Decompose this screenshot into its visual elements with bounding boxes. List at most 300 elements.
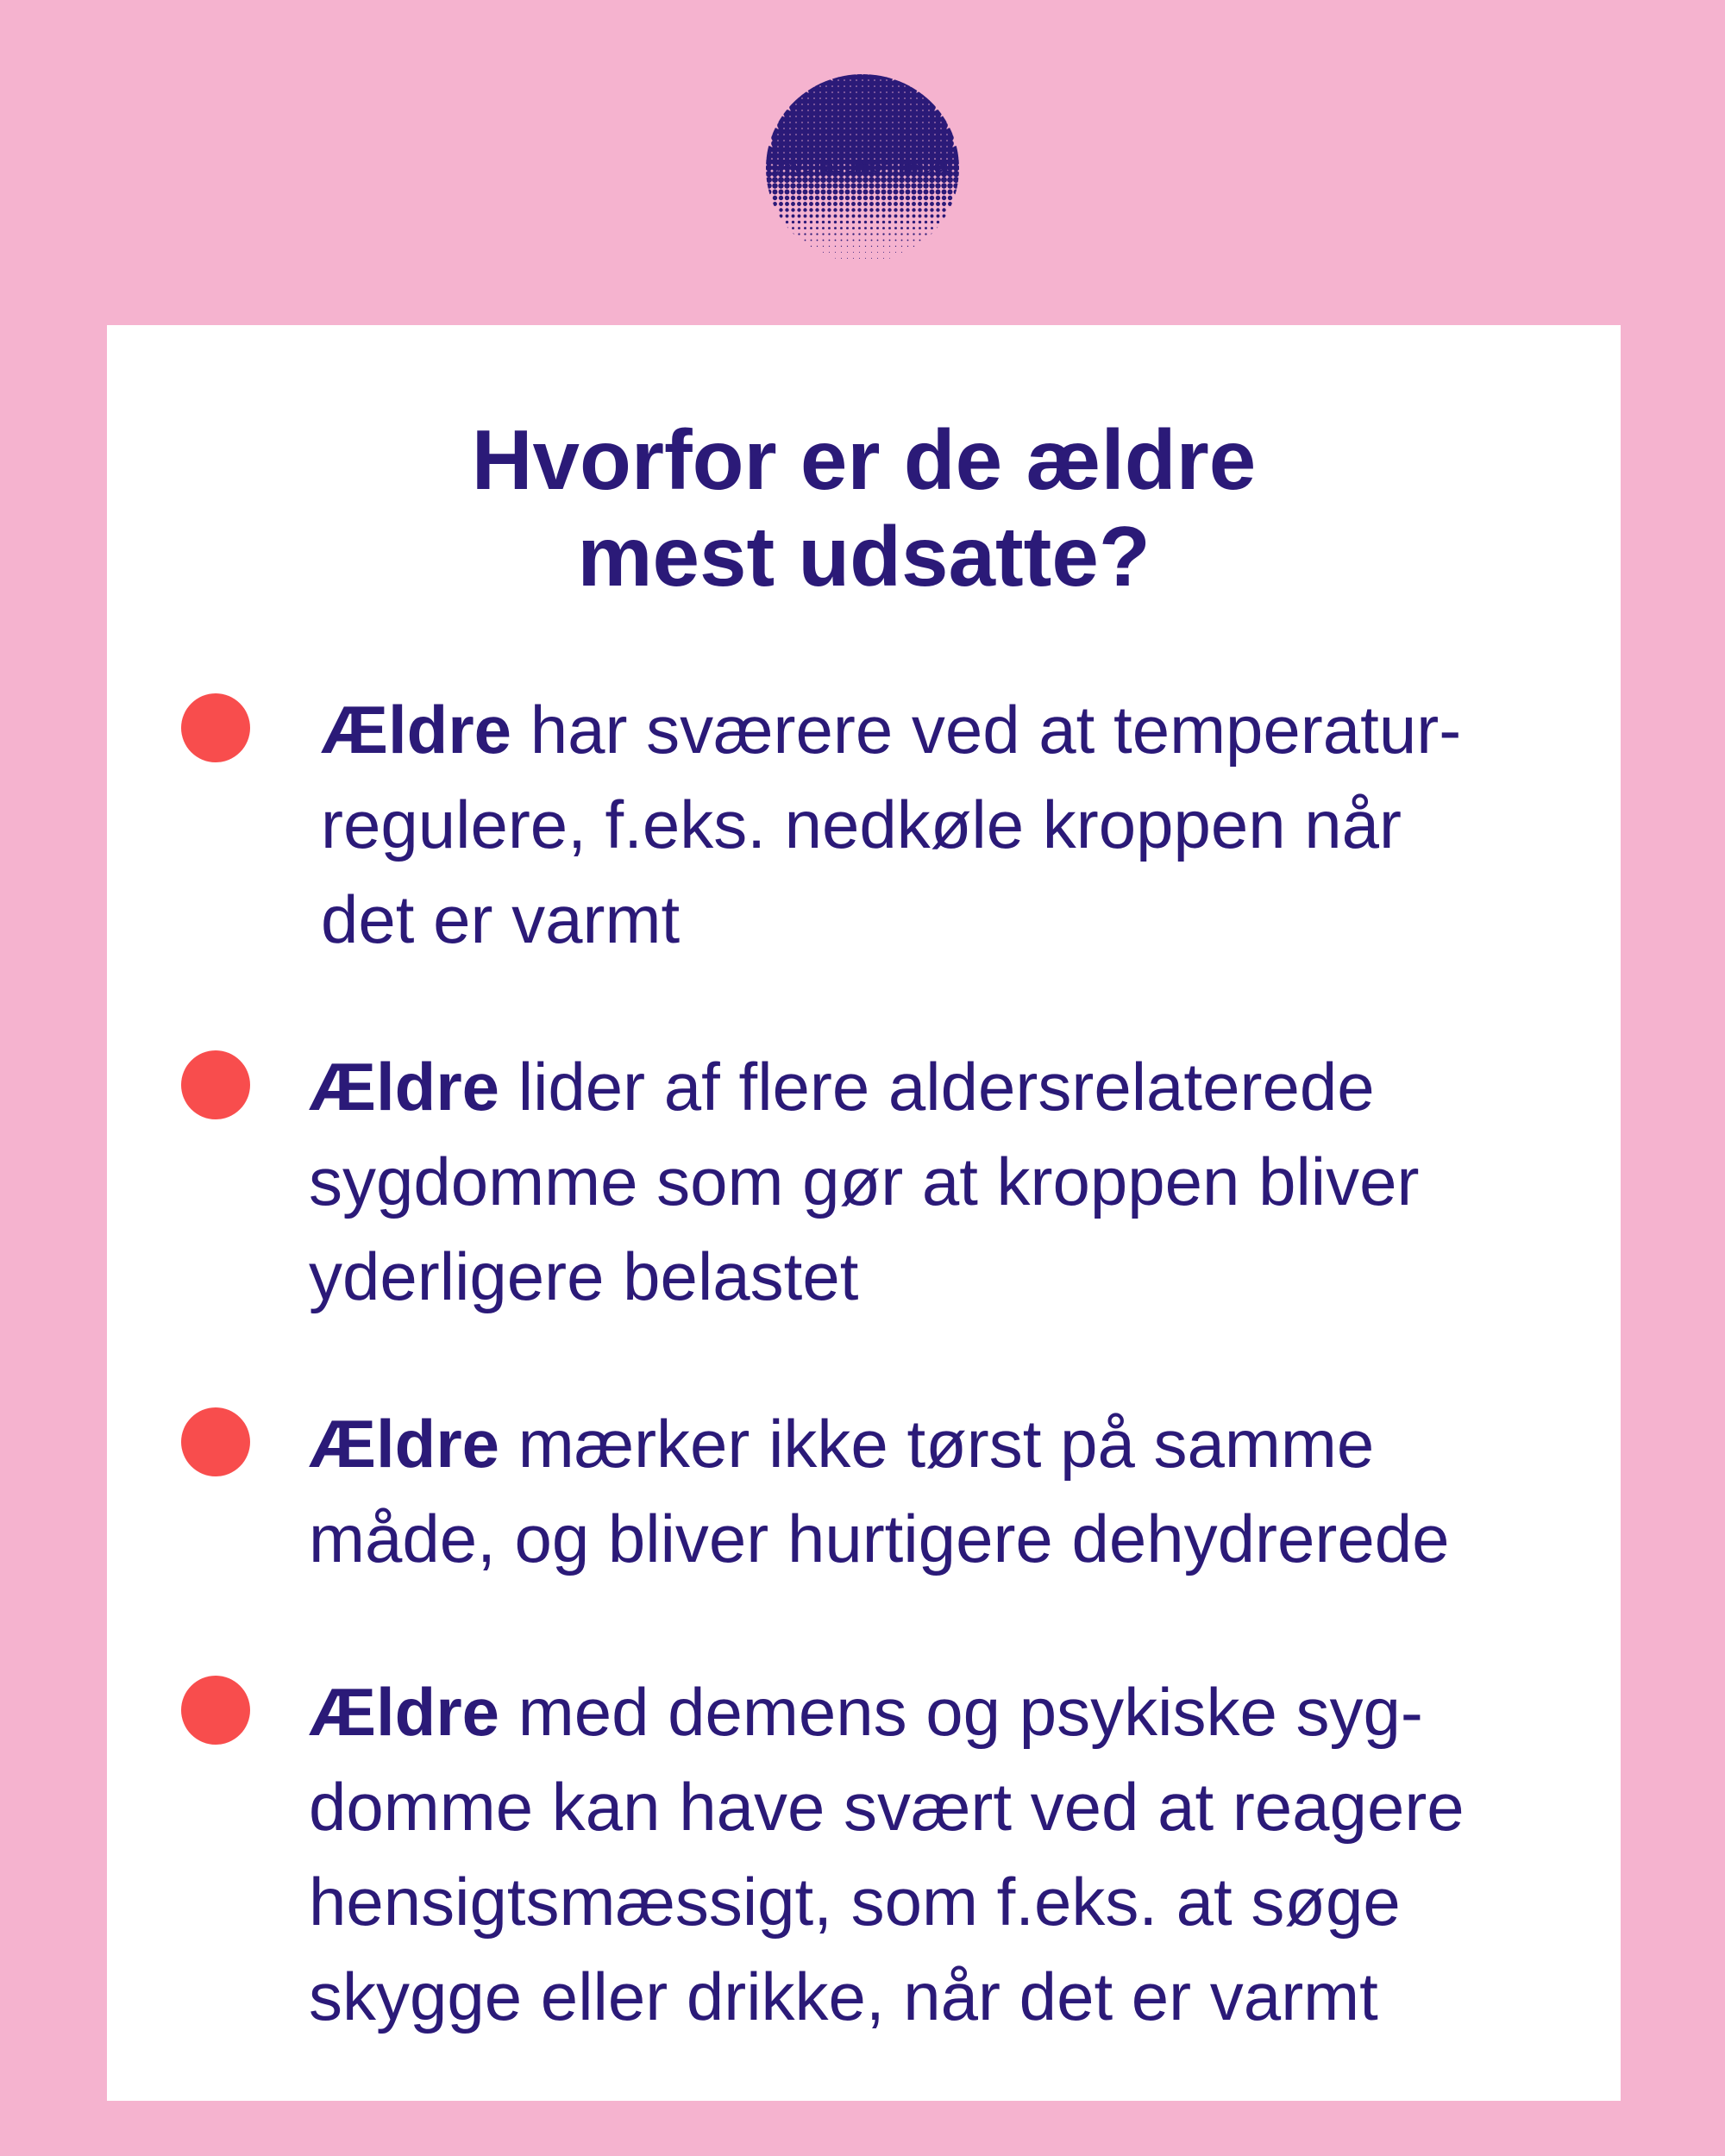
halftone-dot (882, 233, 884, 235)
halftone-dot (935, 183, 940, 188)
halftone-dot (900, 221, 903, 223)
halftone-dot (888, 227, 891, 229)
halftone-dot (907, 246, 908, 247)
list-item-text (321, 682, 1461, 967)
halftone-dot (893, 183, 898, 188)
halftone-dot (798, 215, 801, 218)
halftone-dot (791, 196, 795, 200)
halftone-dot (906, 208, 909, 211)
halftone-dot (772, 183, 777, 188)
halftone-dot (925, 221, 927, 223)
halftone-dot (857, 202, 862, 206)
halftone-dot (840, 215, 844, 218)
halftone-dot (858, 233, 860, 235)
halftone-dot (925, 215, 928, 218)
halftone-dot (823, 252, 824, 253)
halftone-dot (822, 221, 825, 223)
halftone-dot (785, 190, 790, 195)
list-item-text (309, 1396, 1449, 1586)
halftone-dot (941, 177, 947, 183)
halftone-dot (810, 233, 812, 235)
halftone-dot (888, 221, 891, 223)
halftone-dot (811, 246, 812, 247)
halftone-dot (803, 190, 808, 195)
halftone-dot (869, 183, 874, 188)
halftone-dot (947, 183, 952, 188)
halftone-dot (923, 177, 929, 183)
halftone-dot (856, 177, 862, 183)
halftone-dot (816, 221, 819, 223)
halftone-dot (919, 215, 922, 218)
halftone-dot (924, 208, 927, 211)
halftone-dot (853, 246, 854, 247)
halftone-dot (871, 258, 872, 259)
halftone-dot (906, 190, 911, 195)
halftone-dot (826, 183, 831, 188)
halftone-dot (875, 208, 879, 211)
halftone-dot (835, 258, 836, 259)
halftone-dot (821, 196, 825, 200)
halftone-dot (851, 208, 855, 211)
halftone-dot (911, 183, 916, 188)
halftone-dot (797, 202, 801, 206)
halftone-dot (802, 177, 808, 183)
halftone-dot (841, 240, 843, 241)
halftone-dot (857, 208, 861, 211)
halftone-dot (808, 183, 813, 188)
halftone-dot (901, 246, 902, 247)
halftone-dot (894, 233, 896, 235)
halftone-dot (870, 233, 872, 235)
halftone-dot (883, 258, 884, 259)
halftone-dot (930, 202, 934, 206)
halftone-dot (809, 196, 813, 200)
halftone-dot (864, 221, 867, 223)
halftone-dot (827, 202, 831, 206)
halftone-dot (804, 227, 806, 229)
halftone-dot (931, 227, 933, 229)
halftone-dot (767, 190, 772, 195)
halftone-dot (850, 183, 856, 188)
halftone-dot (832, 177, 838, 183)
halftone-dot (846, 227, 849, 229)
halftone-dot (882, 215, 886, 218)
halftone-dot (829, 240, 831, 241)
list-item-text (309, 1039, 1420, 1324)
halftone-dot (919, 233, 920, 235)
halftone-dot (810, 215, 813, 218)
halftone-dot (895, 258, 896, 259)
halftone-dot (857, 196, 862, 200)
halftone-dot (863, 202, 868, 206)
halftone-dot (859, 240, 861, 241)
halftone-dot (786, 227, 788, 229)
halftone-dot (828, 221, 831, 223)
halftone-dot (778, 177, 784, 183)
halftone-dot (778, 183, 783, 188)
halftone-dot (925, 233, 926, 235)
halftone-dot (852, 221, 855, 223)
halftone-dot (887, 183, 892, 188)
halftone-dot (931, 221, 933, 223)
halftone-dot (803, 208, 806, 211)
halftone-dot (784, 183, 789, 188)
halftone-dot (838, 183, 844, 188)
halftone-dot (858, 221, 861, 223)
halftone-dot (942, 196, 946, 200)
halftone-dot (822, 215, 825, 218)
halftone-dot (935, 177, 941, 183)
halftone-dot (834, 221, 837, 223)
halftone-dot (835, 246, 836, 247)
halftone-dot (828, 215, 831, 218)
halftone-dot (863, 196, 868, 200)
halftone-dot (845, 190, 850, 195)
halftone-dot (953, 183, 958, 188)
halftone-dot (869, 208, 873, 211)
halftone-dot (947, 177, 953, 183)
halftone-dot (798, 221, 800, 223)
halftone-dot (906, 196, 910, 200)
halftone-dot (817, 252, 818, 253)
halftone-dot (852, 227, 855, 229)
halftone-dot (817, 240, 819, 241)
halftone-dot (841, 258, 842, 259)
halftone-dot (851, 196, 856, 200)
halftone-dot (900, 208, 903, 211)
halftone-dot (815, 208, 819, 211)
halftone-dot (869, 202, 874, 206)
halftone-dot (785, 202, 789, 206)
halftone-dot (815, 196, 819, 200)
halftone-dot (918, 196, 922, 200)
bullet-icon (181, 1407, 250, 1476)
halftone-dot (871, 252, 872, 253)
halftone-dot (859, 252, 860, 253)
halftone-dot (852, 233, 854, 235)
halftone-dot (829, 252, 830, 253)
halftone-dot (835, 240, 837, 241)
halftone-dot (869, 196, 874, 200)
halftone-dot (930, 196, 934, 200)
halftone-dot (924, 190, 929, 195)
halftone-dot (881, 196, 886, 200)
halftone-dot (889, 240, 891, 241)
halftone-dot (857, 190, 862, 195)
halftone-dot (929, 183, 934, 188)
halftone-dot (852, 215, 856, 218)
halftone-dot (907, 240, 909, 241)
halftone-dot (894, 190, 899, 195)
halftone-dot (900, 215, 904, 218)
halftone-dot (900, 227, 903, 229)
halftone-dot (863, 208, 867, 211)
halftone-dot (936, 196, 940, 200)
halftone-dot (917, 177, 923, 183)
halftone-dot (841, 252, 842, 253)
halftone-dot (847, 258, 848, 259)
halftone-dot (875, 190, 881, 195)
halftone-dot (870, 215, 874, 218)
halftone-dot (796, 177, 802, 183)
halftone-dot (779, 196, 783, 200)
halftone-dot (900, 196, 904, 200)
halftone-dot (877, 246, 878, 247)
halftone-dot (924, 196, 928, 200)
halftone-dot (792, 215, 795, 218)
halftone-dot (882, 221, 885, 223)
halftone-dot (876, 215, 880, 218)
halftone-dot (881, 208, 885, 211)
halftone-dot (864, 215, 868, 218)
halftone-dot (821, 208, 825, 211)
halftone-dot (941, 183, 946, 188)
halftone-dot (889, 258, 890, 259)
brand-hashtag: #rydfladenforklimaet (775, 157, 950, 177)
halftone-dot (953, 177, 959, 183)
halftone-dot (829, 246, 830, 247)
halftone-dot (875, 196, 880, 200)
halftone-dot (894, 208, 897, 211)
halftone-dot (773, 196, 777, 200)
halftone-dot (876, 233, 878, 235)
halftone-dot (862, 177, 869, 183)
halftone-dot (859, 258, 860, 259)
bullet-icon (181, 693, 250, 762)
halftone-dot (918, 202, 922, 206)
halftone-dot (798, 227, 800, 229)
halftone-dot (913, 221, 915, 223)
halftone-dot (869, 190, 875, 195)
halftone-dot (876, 221, 879, 223)
halftone-dot (847, 252, 848, 253)
halftone-dot (790, 183, 795, 188)
halftone-dot (888, 233, 890, 235)
halftone-dot (870, 227, 873, 229)
halftone-dot (784, 177, 790, 183)
halftone-dot (786, 215, 789, 218)
halftone-dot (869, 177, 875, 183)
halftone-dot (901, 240, 903, 241)
halftone-dot (808, 177, 814, 183)
halftone-dot (930, 190, 935, 195)
halftone-dot (796, 183, 801, 188)
halftone-dot (816, 233, 818, 235)
halftone-dot (912, 196, 916, 200)
halftone-dot (906, 233, 908, 235)
halftone-dot (810, 227, 812, 229)
halftone-dot (871, 246, 872, 247)
halftone-dot (804, 221, 806, 223)
halftone-dot (839, 208, 843, 211)
halftone-dot (906, 221, 909, 223)
halftone-dot (917, 183, 922, 188)
list-item-bold: Ældre (309, 1406, 500, 1482)
halftone-dot (826, 177, 832, 183)
halftone-dot (834, 233, 836, 235)
halftone-dot (856, 183, 862, 188)
halftone-dot (936, 208, 939, 211)
halftone-dot (895, 246, 896, 247)
halftone-dot (919, 227, 921, 229)
halftone-dot (823, 240, 825, 241)
halftone-dot (936, 202, 940, 206)
halftone-dot (773, 190, 778, 195)
halftone-dot (845, 202, 850, 206)
halftone-dot (820, 183, 825, 188)
halftone-dot (883, 246, 884, 247)
list-item-text (309, 1664, 1465, 2044)
halftone-dot (766, 183, 771, 188)
halftone-dot (871, 240, 873, 241)
halftone-dot (797, 190, 802, 195)
halftone-dot (881, 202, 886, 206)
halftone-dot (888, 215, 892, 218)
halftone-dot (815, 202, 819, 206)
halftone-dot (894, 215, 898, 218)
halftone-dot (913, 233, 914, 235)
halftone-dot (820, 177, 826, 183)
halftone-dot (785, 208, 788, 211)
halftone-dot (799, 240, 800, 241)
halftone-dot (828, 233, 830, 235)
halftone-dot (924, 202, 928, 206)
halftone-dot (887, 177, 893, 183)
halftone-dot (936, 190, 941, 195)
halftone-dot (841, 246, 842, 247)
halftone-dot (942, 202, 946, 206)
list-item-rest: lider af flere aldersrelaterede sygdomme som gør at kroppen bliver yderligere belastet (309, 1049, 1420, 1314)
halftone-dot (779, 190, 784, 195)
list-item-rest: har sværere ved at temperatur- regulere, f.eks. nedkøle kroppen når det er varmt (321, 692, 1462, 957)
list-item-bold: Ældre (309, 1049, 500, 1125)
halftone-dot (870, 221, 873, 223)
halftone-dot (875, 183, 880, 188)
halftone-dot (881, 190, 887, 195)
halftone-dot (816, 215, 819, 218)
halftone-dot (809, 202, 813, 206)
halftone-dot (863, 190, 869, 195)
halftone-dot (809, 190, 814, 195)
halftone-dot (785, 196, 789, 200)
halftone-dot (925, 240, 927, 241)
halftone-dot (802, 183, 807, 188)
halftone-dot (791, 208, 794, 211)
halftone-dot (779, 202, 783, 206)
halftone-dot (839, 202, 844, 206)
halftone-dot (918, 208, 921, 211)
halftone-dot (853, 240, 855, 241)
halftone-dot (828, 227, 831, 229)
halftone-dot (905, 177, 911, 183)
halftone-dot (919, 221, 921, 223)
halftone-dot (875, 202, 880, 206)
halftone-dot (846, 215, 850, 218)
halftone-dot (912, 190, 917, 195)
halftone-dot (835, 252, 836, 253)
halftone-dot (833, 196, 837, 200)
page-title (107, 411, 1621, 605)
halftone-dot (907, 252, 908, 253)
halftone-dot (786, 221, 788, 223)
halftone-dot (847, 240, 849, 241)
halftone-dot (846, 221, 849, 223)
halftone-dot (804, 233, 806, 235)
halftone-dot (822, 233, 824, 235)
halftone-dot (865, 258, 866, 259)
halftone-dot (766, 177, 772, 183)
halftone-dot (773, 202, 777, 206)
halftone-dot (865, 246, 866, 247)
halftone-dot (900, 233, 902, 235)
halftone-dot (814, 183, 819, 188)
list-item-bold: Ældre (309, 1674, 500, 1750)
halftone-dot (853, 252, 854, 253)
halftone-dot (834, 227, 837, 229)
halftone-dot (858, 215, 862, 218)
halftone-dot (797, 208, 800, 211)
halftone-dot (846, 233, 848, 235)
halftone-dot (877, 258, 878, 259)
halftone-dot (792, 233, 794, 235)
halftone-dot (851, 202, 856, 206)
halftone-dot (847, 246, 848, 247)
list-item-rest: mærker ikke tørst på samme måde, og bliver hurtigere dehydrerede (309, 1406, 1450, 1576)
halftone-dot (790, 177, 796, 183)
halftone-dot (882, 227, 885, 229)
halftone-dot (858, 227, 861, 229)
halftone-dot (894, 221, 897, 223)
halftone-dot (805, 240, 806, 241)
halftone-dot (888, 196, 892, 200)
halftone-dot (834, 215, 837, 218)
halftone-dot (943, 215, 946, 218)
halftone-dot (895, 240, 897, 241)
halftone-dot (827, 208, 831, 211)
halftone-dot (864, 233, 866, 235)
halftone-dot (827, 196, 831, 200)
bullet-icon (181, 1676, 250, 1745)
halftone-dot (829, 258, 830, 259)
halftone-dot (798, 233, 800, 235)
halftone-dot (912, 202, 916, 206)
halftone-dot (850, 177, 856, 183)
halftone-dot (839, 190, 844, 195)
halftone-dot (876, 227, 879, 229)
halftone-dot (779, 208, 782, 211)
halftone-dot (881, 177, 887, 183)
halftone-dot (821, 190, 826, 195)
halftone-dot (925, 227, 927, 229)
halftone-dot (883, 240, 885, 241)
halftone-dot (948, 196, 952, 200)
title-line-2: mest udsatte? (577, 509, 1151, 604)
halftone-dot (851, 190, 856, 195)
halftone-dot (844, 177, 850, 183)
halftone-dot (913, 215, 916, 218)
title-line-1: Hvorfor er de ældre (471, 412, 1257, 507)
halftone-dot (931, 233, 932, 235)
halftone-dot (791, 190, 796, 195)
halftone-dot (900, 190, 905, 195)
halftone-dot (913, 240, 915, 241)
halftone-dot (906, 227, 909, 229)
halftone-dot (901, 252, 902, 253)
halftone-dot (810, 221, 812, 223)
halftone-dot (937, 221, 939, 223)
halftone-dot (823, 246, 824, 247)
halftone-dot (937, 227, 939, 229)
